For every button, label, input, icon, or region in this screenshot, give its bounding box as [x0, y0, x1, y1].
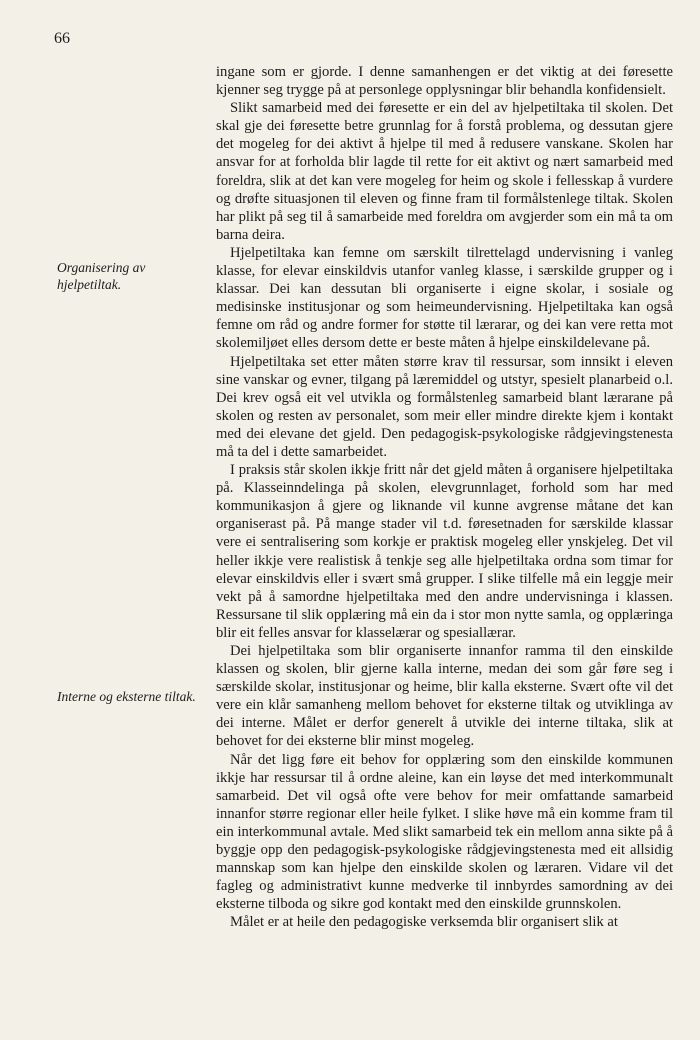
paragraph: ingane som er gjorde. I denne samanhengen er det viktig at dei føresette kjenner seg trygge på at personlege opplysningar blir behandla konfidensielt.: [216, 64, 673, 99]
paragraph: Når det ligg føre eit behov for opplæring som den einskilde kommunen ikkje har ressursar til å ordne aleine, kan ein løyse det med interkommunalt samarbeid. Det vil også ofte vere behov for meir omfattande samarbeid innanfor større regionar eller heile fylket. I slike høve må ein komme fram til ein interkommunal avtale. Med slikt samarbeid tek ein mellom anna sikte på å byggje opp den pedagogisk-psykologiske rådgjevingstenesta med eit allsidig mannskap som kan hjelpe den einskilde skolen og læraren. Vidare vil det fagleg og administrativt kunne medverke til innbyrdes samordning av dei eksterne tilboda og sikre god kontakt med den einskilde grunnskolen.: [216, 751, 673, 913]
paragraph: Målet er at heile den pedagogiske verksemda blir organisert slik at: [230, 914, 618, 931]
paragraph: Slikt samarbeid med dei føresette er ein del av hjelpetiltaka til skolen. Det skal gje dei føresette betre grunnlag for å forstå problema, og dessutan gjere det mogeleg for dei aktivt å hjelpe til med å redusere vanskane. Skolen har ansvar for at forholda blir lagde til rette for eit aktivt og nært samarbeid med foreldra, slik at det kan vere mogeleg for heim og skole i fellesskap å vurdere og drøfte situasjonen til eleven og finne fram til formålstenlege tiltak. Skolen har plikt på seg til å samarbeide med foreldra om avgjerder som ein må ta om barna deira.: [216, 100, 673, 243]
page-number: 66: [54, 30, 70, 47]
paragraph: I praksis står skolen ikkje fritt når det gjeld måten å organisere hjelpetiltaka på. Klasseinndelinga på skolen, elevgrunnlaget, forhold som har med kommunikasjon å gjere og liknande vil kunne avgrense måtane det kan organiserast på. På mange stader vil t.d. føresetnaden for særskilde klassar vere ei sentralisering som korkje er praktisk mogeleg eller ynskjeleg. Det vil heller ikkje vere realistisk å tenkje seg alle hjelpetiltaka ordna som timar for elevar einskildvis eller i svært små grupper. I slike tilfelle må ein leggje meir vekt på å samordne hjelpetiltaka med den andre undervisninga i klassen. Ressursane til slik opplæring må ein da i stor mon nytte samla, og opplæringa blir eit felles ansvar for klasselærar og spesiallærar.: [216, 462, 673, 641]
main-text: [216, 63, 673, 932]
paragraph: Hjelpetiltaka kan femne om særskilt tilrettelagd undervisning i vanleg klasse, for elevar einskildvis utanfor vanleg klasse, i særskilde grupper og i klassar. Dei kan dessutan bli organiserte i eigne skolar, i sosiale og medisinske institusjonar og som heimeundervisning. Hjelpetiltaka kan også femne om råd og andre former for støtte til lærarar, og dei kan vere retta mot skolemiljøet elles dersom dette er beste måten å hjelpe einskildelevane på.: [216, 244, 673, 352]
sidenote-organisering: Organisering av hjelpetiltak.: [57, 260, 146, 292]
paragraph: Hjelpetiltaka set etter måten større krav til ressursar, som innsikt i eleven sine vanskar og evner, tilgang på læremiddel og utstyr, spesielt planarbeid o.l. Dei krev også eit vel utvikla og formålstenleg samarbeid blant lærarane på skolen og resten av personalet, som meir eller mindre direkte kjem i kontakt med dei elevane det gjeld. Den pedagogisk-psykologiske rådgjevingstenesta må ta del i dette samarbeidet.: [216, 353, 673, 460]
sidenote-interne-eksterne: Interne og eksterne tiltak.: [57, 689, 196, 704]
paragraph: Dei hjelpetiltaka som blir organiserte innanfor ramma til den einskilde klassen og skolen, blir gjerne kalla interne, medan dei som går føre seg i særskilde skolar, institusjonar og heime, blir kalla eksterne. Svært ofte vil det vere ein klår samanheng mellom behovet for eksterne tiltak og utviklinga av dei interne. Målet er derfor generelt å utvikle dei interne tiltaka, slik at behovet for dei eksterne blir minst mogeleg.: [216, 643, 673, 750]
